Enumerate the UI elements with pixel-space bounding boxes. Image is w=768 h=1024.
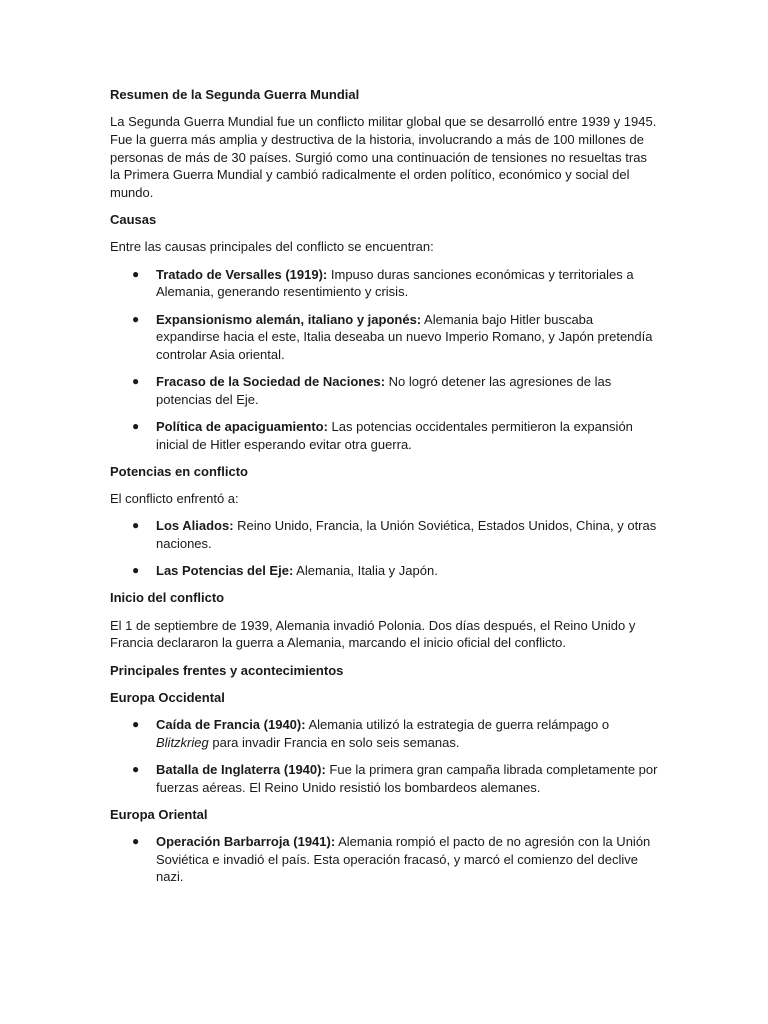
item-text: Impuso duras sanciones económicas y territoriales a Alemania, generando resentimiento y crisis. [156, 266, 634, 300]
bullet-icon: ● [132, 761, 140, 776]
list-item [110, 517, 658, 552]
bullet-icon: ● [132, 563, 140, 578]
item-italic-term: Blitzkrieg [156, 734, 209, 750]
bullet-icon: ● [132, 374, 140, 389]
bullet-icon: ● [132, 716, 140, 731]
list-item [110, 311, 658, 364]
section-heading-inicio: Inicio del conflicto [110, 590, 225, 606]
item-term: Tratado de Versalles (1919): [156, 266, 328, 282]
item-text: para invadir Francia en solo seis semanas. [208, 734, 460, 750]
item-text: No logró detener las agresiones de las potencias del Eje. [156, 374, 612, 407]
section-heading-potencias: Potencias en conflicto [110, 463, 248, 479]
list-item [110, 761, 658, 796]
item-text: Reino Unido, Francia, la Unión Soviética, Estados Unidos, China, y otras naciones. [156, 518, 657, 552]
item-term: Expansionismo alemán, italiano y japonés: [156, 311, 422, 327]
item-text: Alemania utilizó la estrategia de guerra relámpago o [305, 716, 610, 732]
list-item [110, 418, 658, 453]
inicio-paragraph: El 1 de septiembre de 1939, Alemania invadió Polonia. Dos días después, el Reino Unido y Francia declararon la guerra a Alemania, marcando el inicio oficial del conflicto. [110, 617, 636, 651]
item-term: Caída de Francia (1940): [156, 716, 306, 732]
item-text: Fue la primera gran campaña librada completamente por fuerzas aéreas. El Reino Unido resistió los bombardeos alemanes. [156, 761, 658, 795]
list-item [110, 562, 658, 580]
causas-lead: Entre las causas principales del conflicto se encuentran: [110, 239, 434, 255]
item-term: Fracaso de la Sociedad de Naciones: [156, 374, 386, 390]
item-text: Alemania rompió el pacto de no agresión con la Unión Soviética e invadió el país. Esta operación fracasó, y marcó el comienzo del declive nazi. [156, 834, 651, 885]
list-item [110, 716, 658, 751]
section-heading-causas: Causas [110, 212, 157, 228]
subsection-heading-occidental: Europa Occidental [110, 689, 225, 705]
occidental-list [110, 716, 658, 796]
list-item [110, 266, 658, 301]
list-item [110, 373, 658, 408]
item-text: Las potencias occidentales permitieron la expansión inicial de Hitler esperando evitar otra guerra. [156, 419, 633, 452]
bullet-icon: ● [132, 266, 140, 281]
oriental-list [110, 833, 658, 886]
bullet-icon: ● [132, 311, 140, 326]
list-item [110, 833, 658, 886]
item-term: Operación Barbarroja (1941): [156, 834, 336, 849]
potencias-list [110, 517, 658, 580]
intro-paragraph: La Segunda Guerra Mundial fue un conflicto militar global que se desarrolló entre 1939 y 1945. Fue la guerra más amplia y destructiva de la historia, involucrando a más de 100 millones de personas de más de 30 países. Surgió como una continuación de tensiones no resueltas tras la Primera Guerra Mundial y cambió radicalmente el orden político, económico y social del mundo. [110, 114, 657, 201]
document-page [110, 86, 658, 896]
document-title: Resumen de la Segunda Guerra Mundial [110, 87, 360, 102]
bullet-icon: ● [132, 834, 140, 848]
item-term: Las Potencias del Eje: [156, 563, 294, 579]
item-text: Alemania, Italia y Japón. [293, 563, 438, 579]
bullet-icon: ● [132, 419, 140, 434]
section-heading-frentes: Principales frentes y acontecimientos [110, 662, 344, 678]
item-term: Los Aliados: [156, 518, 234, 534]
item-text: Alemania bajo Hitler buscaba expandirse hacia el este, Italia deseaba un nuevo Imperio Romano, y Japón pretendía controlar Asia oriental. [156, 311, 653, 362]
item-term: Batalla de Inglaterra (1940): [156, 761, 326, 777]
subsection-heading-oriental: Europa Oriental [110, 806, 208, 822]
bullet-icon: ● [132, 518, 140, 533]
potencias-lead: El conflicto enfrentó a: [110, 491, 239, 507]
causas-list [110, 266, 658, 454]
item-term: Política de apaciguamiento: [156, 419, 328, 435]
